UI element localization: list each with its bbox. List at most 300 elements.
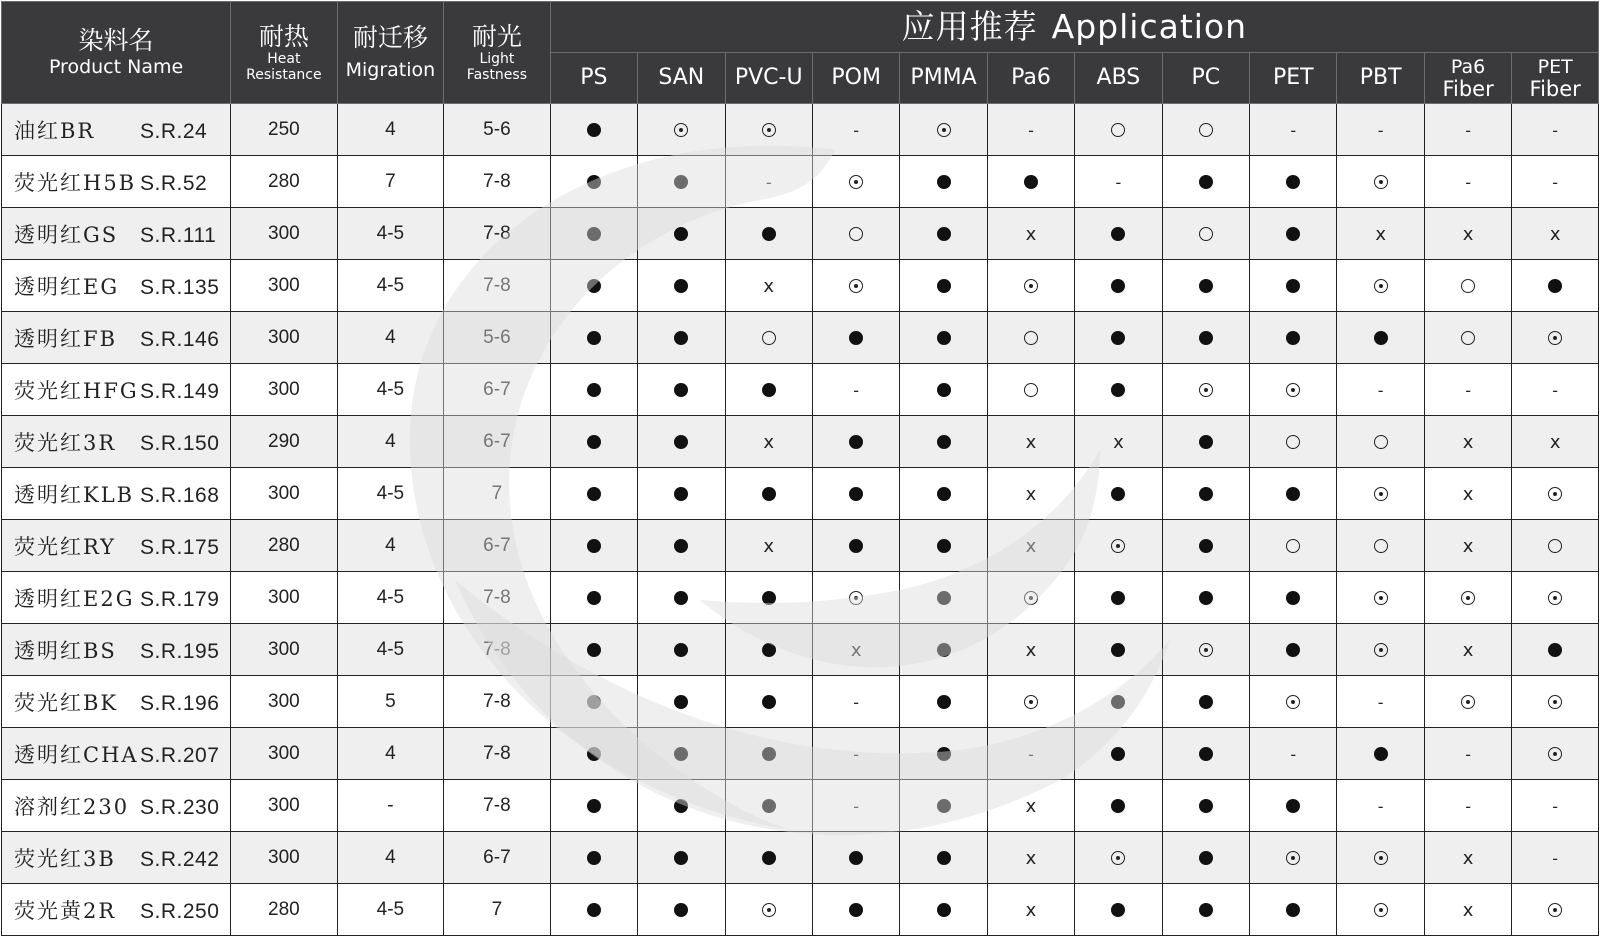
- application-cell: [550, 260, 637, 312]
- rating-filled-dot-icon: [674, 747, 688, 761]
- product-name-cell: [2, 416, 231, 468]
- application-cell: [812, 884, 899, 936]
- heat-value: 250: [231, 104, 338, 156]
- rating-filled-dot-icon: [762, 487, 776, 501]
- product-name-cn: 荧光红BK: [14, 690, 119, 715]
- rating-open-circle-icon: [1024, 383, 1038, 397]
- application-cell: [725, 364, 812, 416]
- rating-dash-icon: -: [1465, 380, 1471, 400]
- plastic-header-4: PMMA: [900, 53, 987, 104]
- application-cell: [900, 572, 987, 624]
- product-code: S.R.175: [140, 535, 220, 559]
- application-cell: [1337, 572, 1424, 624]
- rating-dotted-circle-icon: [1548, 695, 1562, 709]
- product-name-header-en: Product Name: [48, 55, 184, 78]
- rating-filled-dot-icon: [849, 435, 863, 449]
- application-cell: [1250, 312, 1337, 364]
- application-cell: [987, 572, 1074, 624]
- product-code: S.R.250: [140, 899, 220, 923]
- application-cell: [638, 780, 725, 832]
- rating-dash-icon: -: [1377, 796, 1384, 816]
- table-row: [2, 104, 1599, 156]
- application-cell: [812, 468, 899, 520]
- light-value: 7-8: [444, 572, 551, 624]
- heat-header-en-2: Resistance: [246, 66, 322, 83]
- application-cell: [1337, 832, 1424, 884]
- application-cell: [1512, 572, 1599, 624]
- product-name-cn: 透明红BS: [14, 638, 117, 663]
- rating-dash-icon: -: [1552, 380, 1559, 400]
- light-value: 6-7: [444, 416, 551, 468]
- rating-filled-dot-icon: [937, 591, 951, 605]
- rating-filled-dot-icon: [1286, 799, 1300, 813]
- product-code: S.R.149: [140, 379, 220, 403]
- light-value: 5-6: [444, 312, 551, 364]
- application-cell: [550, 832, 637, 884]
- application-cell: [1162, 156, 1249, 208]
- migration-value: 7: [337, 156, 444, 208]
- light-header-cn: 耐光: [471, 21, 522, 51]
- plastic-header-3: POM: [812, 53, 899, 104]
- application-cell: [725, 676, 812, 728]
- product-name-cn: 透明红FB: [14, 326, 118, 351]
- rating-x-icon: x: [1462, 483, 1474, 505]
- migration-value: 5: [337, 676, 444, 728]
- product-name-cell: [2, 156, 231, 208]
- application-cell: [1250, 364, 1337, 416]
- product-code: S.R.242: [140, 847, 220, 871]
- application-cell: [1250, 624, 1337, 676]
- application-cell: [550, 884, 637, 936]
- product-name-cell: [2, 468, 231, 520]
- product-name-cell: [2, 520, 231, 572]
- rating-filled-dot-icon: [937, 695, 951, 709]
- application-cell: [1250, 416, 1337, 468]
- application-cell: [987, 156, 1074, 208]
- migration-header-en: Migration: [345, 58, 436, 81]
- application-cell: [900, 104, 987, 156]
- table-row: [2, 156, 1599, 208]
- product-name-cn: 荧光红HFG: [14, 378, 139, 403]
- application-cell: [1424, 728, 1511, 780]
- rating-filled-dot-icon: [762, 695, 776, 709]
- rating-x-icon: x: [1025, 847, 1037, 869]
- rating-filled-dot-icon: [674, 643, 688, 657]
- rating-filled-dot-icon: [762, 227, 776, 241]
- application-cell: [812, 624, 899, 676]
- product-name-cn: 溶剂红230: [14, 794, 130, 819]
- application-cell: [1424, 468, 1511, 520]
- product-code: S.R.179: [140, 587, 220, 611]
- rating-filled-dot-icon: [937, 903, 951, 917]
- rating-filled-dot-icon: [849, 487, 863, 501]
- product-name-cell: [2, 728, 231, 780]
- product-name-cn: 透明红KLB: [14, 482, 135, 507]
- rating-x-icon: x: [1462, 899, 1474, 921]
- application-cell: [1162, 468, 1249, 520]
- plastic-header-line2: Fiber: [1529, 76, 1581, 101]
- application-cell: [1075, 624, 1162, 676]
- rating-filled-dot-icon: [849, 539, 863, 553]
- light-value: 7-8: [444, 728, 551, 780]
- application-cell: [987, 676, 1074, 728]
- application-cell: [1512, 780, 1599, 832]
- light-value: 7-8: [444, 260, 551, 312]
- rating-filled-dot-icon: [587, 851, 601, 865]
- application-cell: [1512, 884, 1599, 936]
- application-cell: [1250, 260, 1337, 312]
- application-cell: [987, 728, 1074, 780]
- rating-x-icon: x: [1025, 483, 1037, 505]
- heat-value: 300: [231, 312, 338, 364]
- rating-dotted-circle-icon: [849, 279, 863, 293]
- application-cell: [1424, 156, 1511, 208]
- light-value: 7-8: [444, 780, 551, 832]
- product-name-cn: 荧光黄2R: [14, 898, 117, 923]
- heat-value: 300: [231, 676, 338, 728]
- rating-dotted-circle-icon: [1024, 695, 1038, 709]
- rating-dash-icon: -: [853, 744, 860, 764]
- rating-x-icon: x: [1462, 431, 1474, 453]
- plastic-header-1: SAN: [638, 53, 725, 104]
- plastic-header-line1: PET: [1537, 55, 1573, 78]
- table-row: [2, 364, 1599, 416]
- application-cell: [1075, 104, 1162, 156]
- application-cell: [638, 416, 725, 468]
- table-row: [2, 520, 1599, 572]
- application-cell: [812, 312, 899, 364]
- application-cell: [1424, 572, 1511, 624]
- application-cell: [1512, 520, 1599, 572]
- application-cell: [987, 520, 1074, 572]
- product-name-cn: 透明红EG: [14, 274, 120, 299]
- application-cell: [725, 728, 812, 780]
- application-cell: [550, 312, 637, 364]
- application-cell: [638, 156, 725, 208]
- application-cell: [725, 780, 812, 832]
- rating-dash-icon: -: [1465, 744, 1471, 764]
- rating-filled-dot-icon: [1199, 591, 1213, 605]
- rating-filled-dot-icon: [1374, 331, 1388, 345]
- rating-open-circle-icon: [1374, 435, 1388, 449]
- rating-x-icon: x: [1113, 431, 1124, 453]
- migration-value: 4-5: [337, 572, 444, 624]
- rating-dotted-circle-icon: [762, 903, 776, 917]
- product-name-cell: [2, 676, 231, 728]
- rating-dotted-circle-icon: [1024, 591, 1038, 605]
- rating-filled-dot-icon: [1199, 435, 1213, 449]
- rating-filled-dot-icon: [762, 799, 776, 813]
- application-cell: [1424, 364, 1511, 416]
- application-cell: [812, 780, 899, 832]
- application-cell: [725, 416, 812, 468]
- rating-filled-dot-icon: [674, 851, 688, 865]
- product-name-cn: 荧光红3R: [14, 430, 117, 455]
- application-cell: [1162, 884, 1249, 936]
- rating-dash-icon: -: [1028, 120, 1034, 140]
- rating-dash-icon: -: [853, 796, 860, 816]
- table-row: [2, 416, 1599, 468]
- application-cell: [1337, 624, 1424, 676]
- rating-filled-dot-icon: [674, 435, 688, 449]
- rating-filled-dot-icon: [1286, 487, 1300, 501]
- application-cell: [1075, 832, 1162, 884]
- application-cell: [1075, 468, 1162, 520]
- application-cell: [1075, 260, 1162, 312]
- product-name-cell: [2, 780, 231, 832]
- rating-dash-icon: -: [1552, 848, 1559, 868]
- rating-filled-dot-icon: [1286, 175, 1300, 189]
- rating-filled-dot-icon: [1111, 279, 1125, 293]
- heat-value: 290: [231, 416, 338, 468]
- rating-open-circle-icon: [1111, 123, 1125, 137]
- application-cell: [638, 364, 725, 416]
- migration-value: 4: [337, 728, 444, 780]
- light-value: 6-7: [444, 832, 551, 884]
- application-cell: [1512, 364, 1599, 416]
- rating-filled-dot-icon: [1548, 643, 1562, 657]
- application-cell: [725, 312, 812, 364]
- rating-filled-dot-icon: [937, 487, 951, 501]
- application-cell: [1512, 416, 1599, 468]
- application-cell: [1337, 156, 1424, 208]
- application-cell: [1424, 780, 1511, 832]
- heat-value: 300: [231, 832, 338, 884]
- table-row: [2, 624, 1599, 676]
- application-cell: [1424, 676, 1511, 728]
- table-row: [2, 312, 1599, 364]
- application-cell: [1250, 572, 1337, 624]
- product-name-cn: 透明红E2G: [14, 586, 135, 611]
- application-cell: [638, 832, 725, 884]
- application-cell: [900, 676, 987, 728]
- application-cell: [1337, 312, 1424, 364]
- rating-filled-dot-icon: [937, 851, 951, 865]
- rating-dotted-circle-icon: [1111, 851, 1125, 865]
- product-name-cell: [2, 312, 231, 364]
- rating-filled-dot-icon: [937, 747, 951, 761]
- rating-x-icon: x: [1025, 795, 1037, 817]
- rating-filled-dot-icon: [762, 851, 776, 865]
- application-cell: [987, 884, 1074, 936]
- migration-header-cn: 耐迁移: [352, 22, 428, 52]
- application-cell: [1162, 104, 1249, 156]
- rating-dotted-circle-icon: [1461, 695, 1475, 709]
- table-row: [2, 884, 1599, 936]
- rating-filled-dot-icon: [1199, 539, 1213, 553]
- application-cell: [638, 676, 725, 728]
- rating-dotted-circle-icon: [1024, 279, 1038, 293]
- application-cell: [812, 156, 899, 208]
- rating-filled-dot-icon: [1286, 279, 1300, 293]
- application-cell: [550, 416, 637, 468]
- rating-dotted-circle-icon: [1374, 487, 1388, 501]
- application-cell: [725, 156, 812, 208]
- rating-x-icon: x: [763, 275, 775, 297]
- application-cell: [1162, 676, 1249, 728]
- rating-open-circle-icon: [1199, 227, 1213, 241]
- plastic-header-8: PET: [1250, 53, 1337, 104]
- heat-value: 300: [231, 260, 338, 312]
- application-cell: [900, 312, 987, 364]
- rating-dotted-circle-icon: [1374, 591, 1388, 605]
- product-name-header: [2, 2, 231, 104]
- migration-value: 4-5: [337, 624, 444, 676]
- rating-filled-dot-icon: [937, 799, 951, 813]
- rating-filled-dot-icon: [674, 279, 688, 293]
- migration-value: 4-5: [337, 364, 444, 416]
- heat-value: 300: [231, 208, 338, 260]
- rating-dotted-circle-icon: [762, 123, 776, 137]
- rating-dash-icon: -: [853, 380, 860, 400]
- application-cell: [1162, 832, 1249, 884]
- plastic-header-11: [1512, 53, 1599, 104]
- rating-filled-dot-icon: [674, 695, 688, 709]
- application-cell: [1250, 208, 1337, 260]
- application-cell: [1424, 104, 1511, 156]
- rating-dash-icon: -: [1028, 744, 1034, 764]
- rating-dash-icon: -: [1465, 172, 1471, 192]
- light-header-en-1: Light: [479, 50, 515, 67]
- rating-open-circle-icon: [849, 227, 863, 241]
- rating-x-icon: x: [1549, 431, 1561, 453]
- application-cell: [987, 416, 1074, 468]
- application-cell: [1424, 624, 1511, 676]
- rating-filled-dot-icon: [1286, 591, 1300, 605]
- heat-value: 300: [231, 364, 338, 416]
- migration-value: -: [337, 780, 444, 832]
- rating-open-circle-icon: [1286, 539, 1300, 553]
- rating-filled-dot-icon: [762, 591, 776, 605]
- rating-filled-dot-icon: [1111, 331, 1125, 345]
- rating-filled-dot-icon: [587, 591, 601, 605]
- application-cell: [1075, 884, 1162, 936]
- rating-open-circle-icon: [1461, 279, 1475, 293]
- light-value: 7-8: [444, 208, 551, 260]
- rating-filled-dot-icon: [587, 279, 601, 293]
- rating-x-icon: x: [1025, 899, 1037, 921]
- rating-dotted-circle-icon: [1548, 487, 1562, 501]
- rating-filled-dot-icon: [1286, 643, 1300, 657]
- application-cell: [638, 572, 725, 624]
- application-cell: [638, 312, 725, 364]
- rating-filled-dot-icon: [1199, 747, 1213, 761]
- application-cell: [812, 832, 899, 884]
- rating-dash-icon: -: [765, 172, 772, 192]
- light-value: 7-8: [444, 156, 551, 208]
- rating-dotted-circle-icon: [1461, 591, 1475, 605]
- light-value: 7: [444, 884, 551, 936]
- application-cell: [638, 884, 725, 936]
- application-cell: [900, 780, 987, 832]
- product-name-cn: 透明红GS: [14, 222, 119, 247]
- application-cell: [638, 624, 725, 676]
- rating-filled-dot-icon: [1286, 903, 1300, 917]
- application-cell: [900, 884, 987, 936]
- rating-dash-icon: -: [1377, 380, 1384, 400]
- application-cell: [1512, 468, 1599, 520]
- plastic-header-line1: Pa6: [1450, 55, 1486, 78]
- application-cell: [725, 624, 812, 676]
- light-header-en-2: Fastness: [466, 66, 528, 83]
- application-cell: [550, 104, 637, 156]
- rating-dotted-circle-icon: [1548, 331, 1562, 345]
- rating-x-icon: x: [1375, 223, 1386, 245]
- rating-x-icon: x: [1462, 639, 1474, 661]
- rating-filled-dot-icon: [1548, 279, 1562, 293]
- application-cell: [550, 156, 637, 208]
- rating-filled-dot-icon: [1199, 279, 1213, 293]
- heat-header-cn: 耐热: [258, 21, 309, 51]
- rating-x-icon: x: [763, 535, 775, 557]
- rating-open-circle-icon: [1374, 539, 1388, 553]
- plastic-header-10: [1424, 53, 1511, 104]
- plastic-header-5: Pa6: [987, 53, 1074, 104]
- product-name-cell: [2, 364, 231, 416]
- migration-value: 4-5: [337, 260, 444, 312]
- rating-open-circle-icon: [1199, 123, 1213, 137]
- rating-filled-dot-icon: [1199, 331, 1213, 345]
- application-cell: [812, 260, 899, 312]
- rating-filled-dot-icon: [849, 903, 863, 917]
- application-cell: [987, 208, 1074, 260]
- application-cell: [1250, 156, 1337, 208]
- rating-filled-dot-icon: [1024, 175, 1038, 189]
- table-row: [2, 832, 1599, 884]
- rating-filled-dot-icon: [674, 175, 688, 189]
- product-application-table: [1, 1, 1599, 936]
- product-name-cn: 荧光红H5B: [14, 170, 137, 195]
- rating-filled-dot-icon: [674, 591, 688, 605]
- heat-value: 300: [231, 728, 338, 780]
- heat-value: 300: [231, 468, 338, 520]
- application-cell: [725, 884, 812, 936]
- light-value: 7-8: [444, 624, 551, 676]
- migration-value: 4-5: [337, 468, 444, 520]
- heat-value: 280: [231, 156, 338, 208]
- application-cell: [638, 468, 725, 520]
- product-code: S.R.24: [140, 119, 208, 143]
- rating-dash-icon: -: [1552, 172, 1559, 192]
- rating-filled-dot-icon: [587, 383, 601, 397]
- light-value: 6-7: [444, 364, 551, 416]
- product-name-cn: 油红BR: [14, 118, 96, 143]
- rating-filled-dot-icon: [674, 227, 688, 241]
- application-cell: [725, 832, 812, 884]
- rating-filled-dot-icon: [849, 851, 863, 865]
- application-cell: [1512, 104, 1599, 156]
- rating-filled-dot-icon: [937, 435, 951, 449]
- application-cell: [550, 468, 637, 520]
- rating-x-icon: x: [1025, 223, 1037, 245]
- rating-dotted-circle-icon: [1374, 175, 1388, 189]
- rating-dotted-circle-icon: [849, 591, 863, 605]
- rating-open-circle-icon: [1461, 331, 1475, 345]
- application-cell: [1337, 208, 1424, 260]
- application-cell: [638, 260, 725, 312]
- rating-dotted-circle-icon: [1286, 383, 1300, 397]
- application-cell: [1424, 312, 1511, 364]
- rating-dash-icon: -: [1377, 120, 1384, 140]
- rating-x-icon: x: [1462, 223, 1474, 245]
- light-value: 5-6: [444, 104, 551, 156]
- application-cell: [1337, 104, 1424, 156]
- rating-filled-dot-icon: [1111, 383, 1125, 397]
- product-code: S.R.196: [140, 691, 220, 715]
- migration-value: 4: [337, 520, 444, 572]
- application-cell: [550, 780, 637, 832]
- application-cell: [987, 624, 1074, 676]
